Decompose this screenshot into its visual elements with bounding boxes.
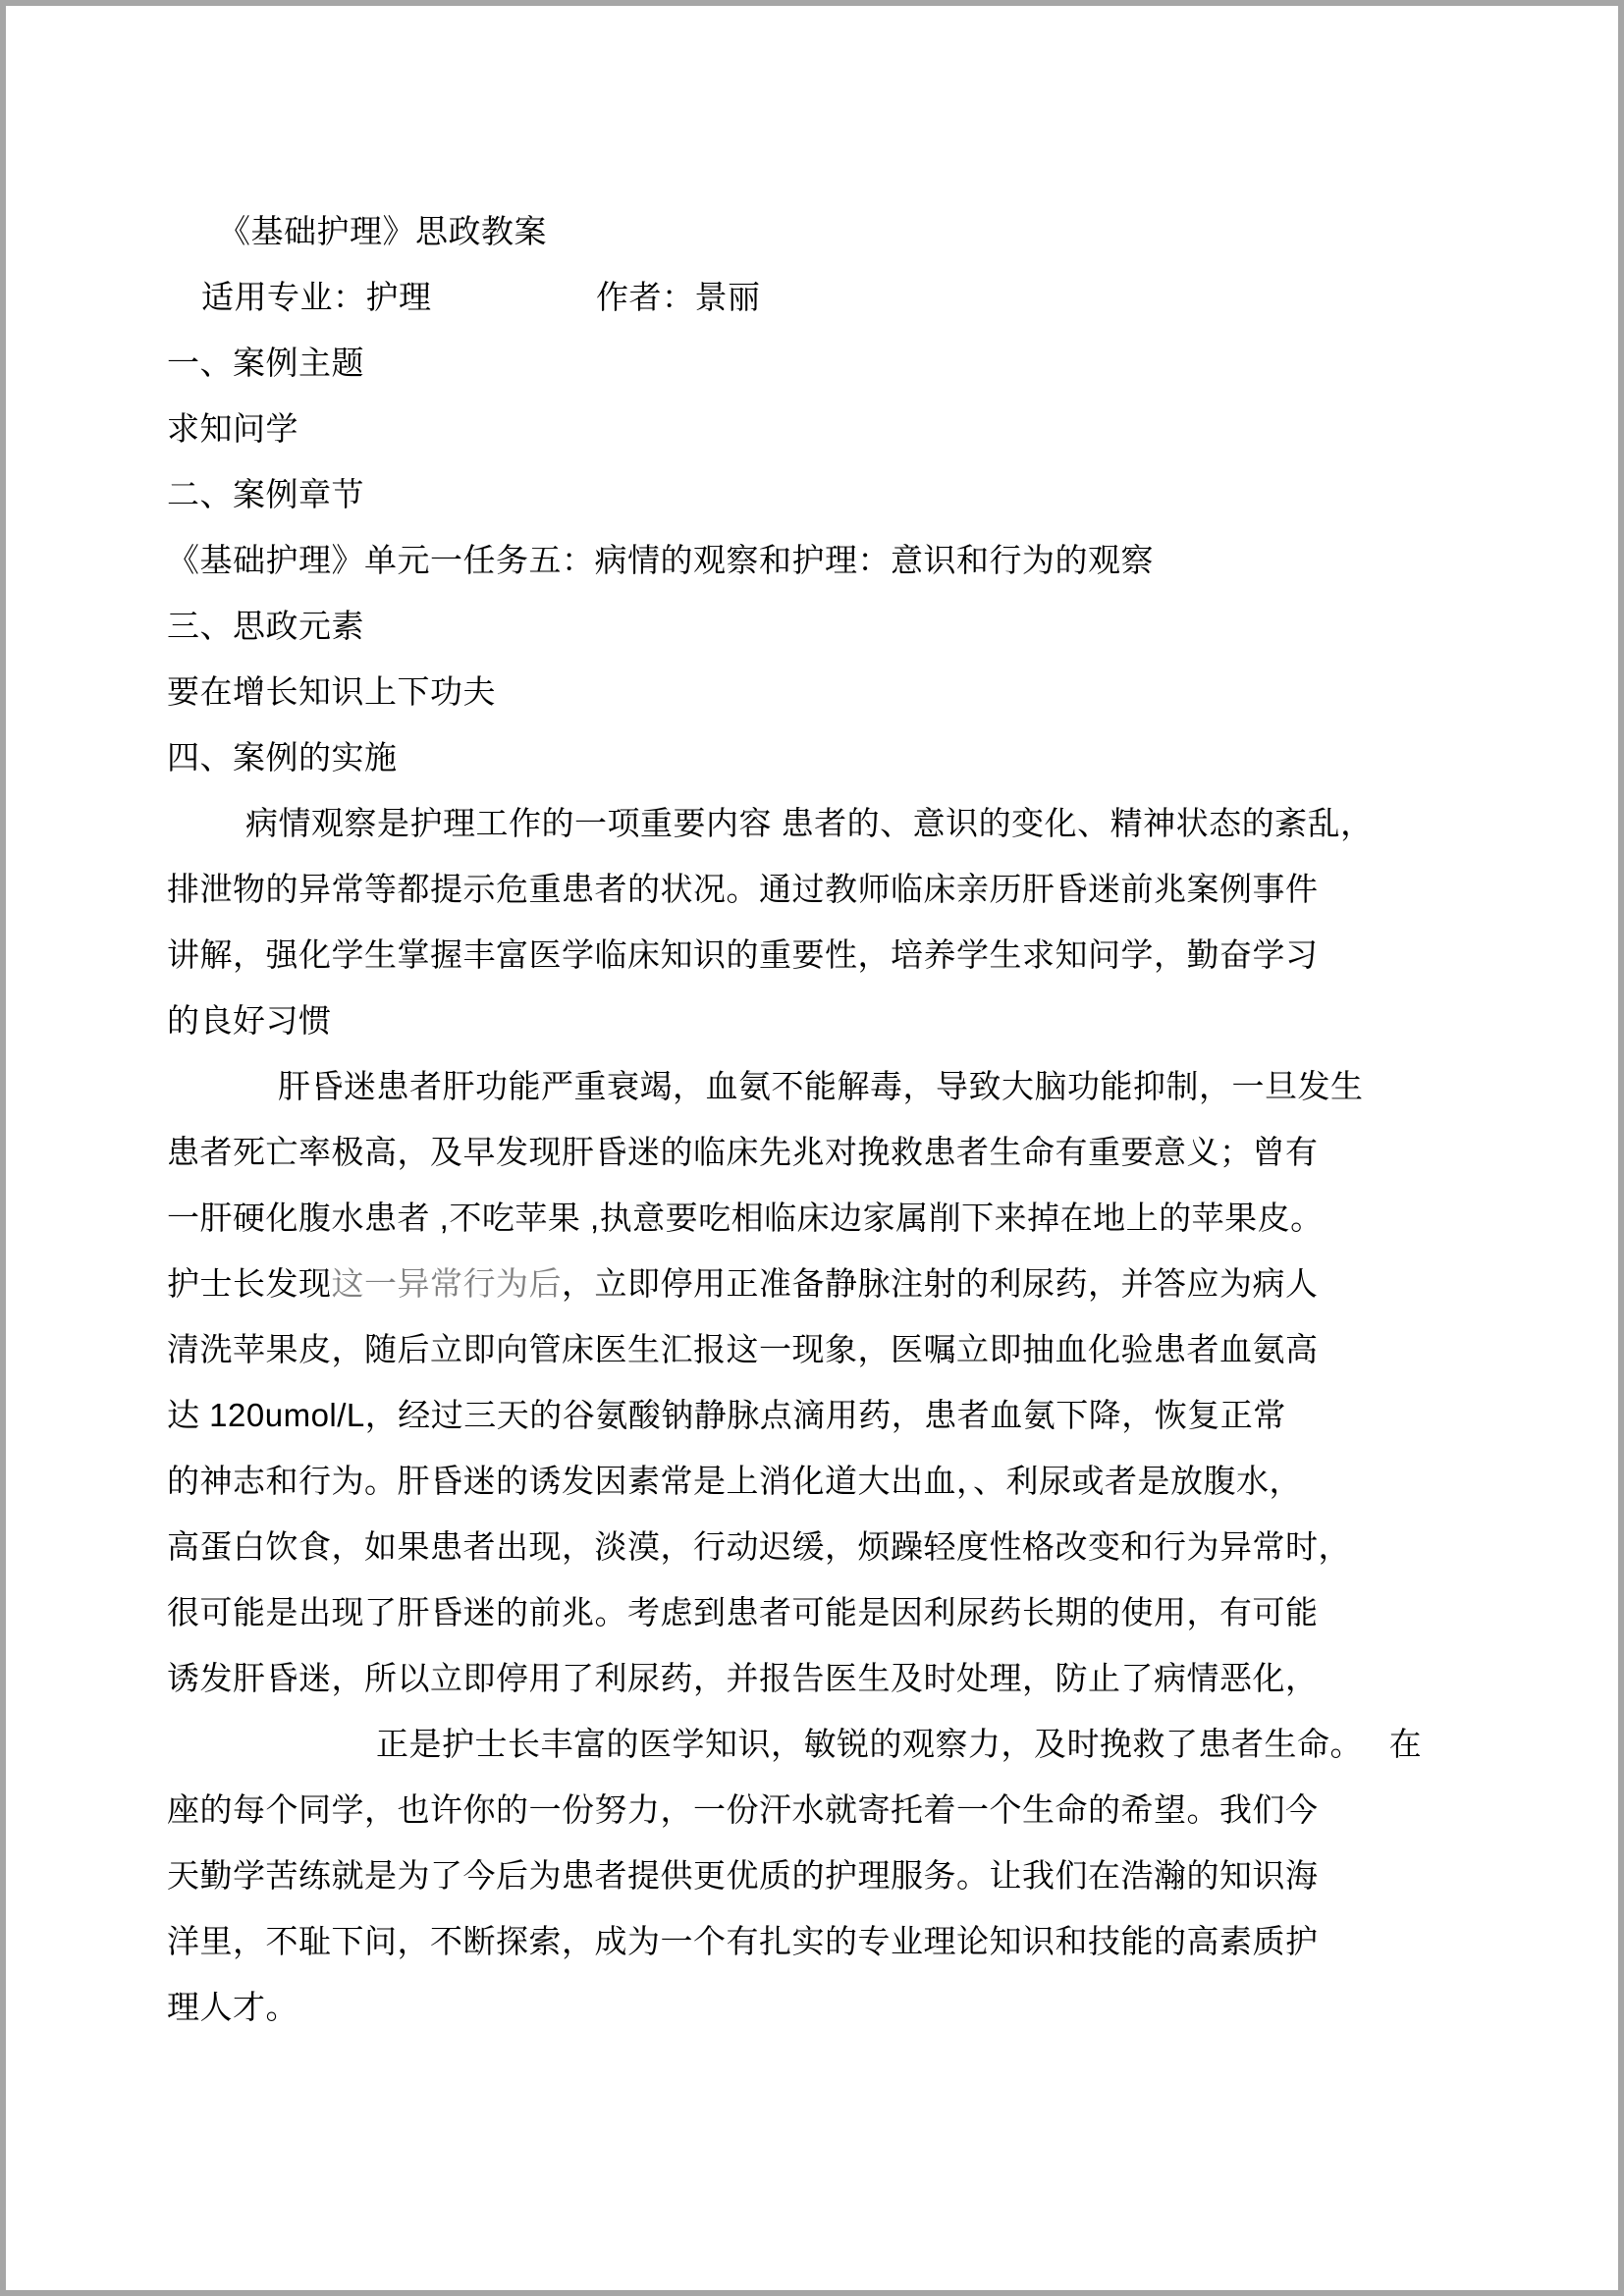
- body-line: [167, 1645, 1468, 1711]
- text-segment: 要在增长知识上下功夫: [167, 673, 496, 710]
- text-segment: 很可能是出现了肝昏迷的前兆。考虑到患者可能是因利尿药长期的使用，有可能: [167, 1594, 1319, 1630]
- body-line: [167, 922, 1468, 988]
- body-line: [167, 1579, 1468, 1645]
- body-line: [167, 790, 1468, 856]
- body-line: [167, 1514, 1468, 1579]
- body-line: [167, 856, 1468, 922]
- body-line: [167, 1316, 1468, 1382]
- text-segment: 求知问学: [167, 410, 298, 447]
- text-segment: 排泄物的异常等都提示危重患者的状况。通过教师临床亲历肝昏迷前兆案例事件: [167, 871, 1319, 907]
- body-line: [167, 1842, 1468, 1908]
- text-segment: 座的每个同学，也许你的一份努力，一份汗水就寄托着一个生命的希望。我们今: [167, 1791, 1319, 1828]
- text-segment: 病情观察是护理工作的一项重要内容 患者的、意识的变化、精神状态的紊乱，: [245, 805, 1374, 841]
- text-segment: 正是护士长丰富的医学知识，敏锐的观察力，及时挽救了患者生命。 在: [376, 1726, 1423, 1762]
- text-segment: 三、思政元素: [167, 608, 364, 644]
- text-segment: 二、案例章节: [167, 476, 364, 512]
- text-segment: 《基础护理》单元一任务五：病情的观察和护理：意识和行为的观察: [167, 542, 1154, 578]
- document-byline: [167, 264, 1468, 330]
- section-heading: [167, 724, 1468, 790]
- body-line: [167, 396, 1468, 461]
- body-line: [167, 1185, 1468, 1251]
- section-heading: [167, 461, 1468, 527]
- text-segment: 一肝硬化腹水患者 ,不吃苹果 ,执意要吃相临床边家属削下来掉在地上的苹果皮。: [167, 1200, 1324, 1236]
- text-segment: 的神志和行为。肝昏迷的诱发因素常是上消化道大出血，、利尿或者是放腹水，: [167, 1463, 1302, 1499]
- document-body: [167, 198, 1468, 2040]
- text-segment: 诱发肝昏迷，所以立即停用了利尿药，并报告医生及时处理，防止了病情恶化，: [167, 1660, 1319, 1696]
- text-segment: 清洗苹果皮，随后立即向管床医生汇报这一现象，医嘱立即抽血化验患者血氨高: [167, 1331, 1319, 1367]
- text-segment: ，立即停用正准备静脉注射的利尿药，并答应为病人: [562, 1265, 1319, 1302]
- text-segment: 护士长发现: [167, 1265, 332, 1302]
- text-segment: 理人才。: [167, 1989, 298, 2025]
- text-segment: 适用专业：护理 作者：景丽: [201, 279, 761, 315]
- text-segment: 的良好习惯: [167, 1002, 332, 1039]
- body-line: [167, 1777, 1468, 1842]
- text-segment: 患者死亡率极高，及早发现肝昏迷的临床先兆对挽救患者生命有重要意义；曾有: [167, 1134, 1319, 1170]
- section-heading: [167, 593, 1468, 659]
- body-line: [167, 1251, 1468, 1316]
- text-segment: 一、案例主题: [167, 345, 364, 381]
- text-segment: 达 120umol/L，经过三天的谷氨酸钠静脉点滴用药，患者血氨下降，恢复正常: [167, 1397, 1286, 1433]
- text-segment: 肝昏迷患者肝功能严重衰竭，血氨不能解毒，导致大脑功能抑制，一旦发生: [278, 1068, 1364, 1104]
- document-title: [167, 198, 1468, 264]
- body-line: [167, 1711, 1468, 1777]
- text-segment: 四、案例的实施: [167, 739, 398, 775]
- body-line: [167, 1119, 1468, 1185]
- body-line: [167, 1908, 1468, 1974]
- text-segment: 讲解，强化学生掌握丰富医学临床知识的重要性，培养学生求知问学，勤奋学习: [167, 936, 1319, 973]
- text-segment: 高蛋白饮食，如果患者出现，淡漠，行动迟缓，烦躁轻度性格改变和行为异常时，: [167, 1528, 1351, 1565]
- body-line: [167, 1448, 1468, 1514]
- text-segment: 天勤学苦练就是为了今后为患者提供更优质的护理服务。让我们在浩瀚的知识海: [167, 1857, 1319, 1894]
- body-line: [167, 988, 1468, 1053]
- text-segment: 洋里，不耻下问，不断探索，成为一个有扎实的专业理论知识和技能的高素质护: [167, 1923, 1319, 1959]
- body-line: [167, 659, 1468, 724]
- section-heading: [167, 330, 1468, 396]
- body-line: [167, 1974, 1468, 2040]
- body-line: [167, 1053, 1468, 1119]
- muted-text-segment: 这一异常行为后: [331, 1265, 562, 1302]
- text-segment: 《基础护理》思政教案: [218, 213, 547, 249]
- body-line: [167, 527, 1468, 593]
- body-line: [167, 1382, 1468, 1448]
